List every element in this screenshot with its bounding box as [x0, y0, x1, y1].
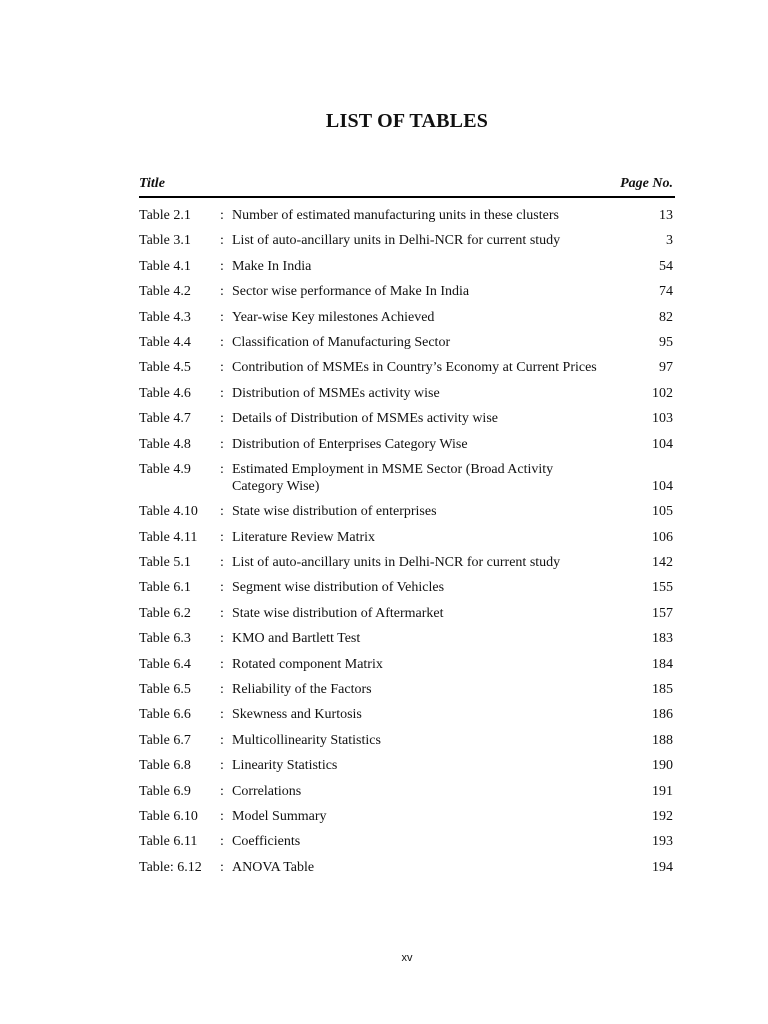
- entry-title: Skewness and Kurtosis: [232, 707, 362, 723]
- entry-separator: :: [220, 758, 224, 774]
- table-list-entry[interactable]: [139, 334, 675, 351]
- entry-page-number: 183: [652, 631, 673, 647]
- entry-page-number: 105: [652, 504, 673, 520]
- entry-page-number: 95: [659, 334, 673, 350]
- entry-page-number: 3: [666, 233, 673, 249]
- entry-page-number: 142: [652, 555, 673, 571]
- entry-table-number: Table 4.4: [139, 334, 191, 350]
- entry-page-number: 194: [652, 859, 673, 875]
- entry-separator: :: [220, 682, 224, 698]
- entry-table-number: Table 4.2: [139, 284, 191, 300]
- table-list-entry[interactable]: [139, 309, 675, 326]
- table-list-entry[interactable]: [139, 258, 675, 275]
- entry-separator: :: [220, 631, 224, 647]
- entry-page-number: 185: [652, 682, 673, 698]
- entry-separator: :: [220, 233, 224, 249]
- entry-separator: :: [220, 580, 224, 596]
- entry-title: Distribution of Enterprises Category Wise: [232, 436, 468, 452]
- table-list-entry[interactable]: [139, 732, 675, 749]
- entry-title: Classification of Manufacturing Sector: [232, 334, 451, 350]
- entry-table-number: Table 4.5: [139, 360, 191, 376]
- footer-page-number: xv: [401, 952, 413, 964]
- title-column-header: Title: [139, 176, 165, 191]
- entry-table-number: Table 4.10: [139, 504, 198, 520]
- entry-page-number: 186: [652, 707, 673, 723]
- table-list-entry[interactable]: [139, 605, 675, 622]
- entry-title: State wise distribution of Aftermarket: [232, 605, 444, 621]
- entry-table-number: Table 4.11: [139, 529, 198, 545]
- entry-table-number: Table 4.9: [139, 461, 191, 477]
- page-title: LIST OF TABLES: [325, 110, 489, 132]
- table-list-entry[interactable]: [139, 833, 675, 850]
- entry-title: State wise distribution of enterprises: [232, 504, 437, 520]
- entry-title: Linearity Statistics: [232, 758, 338, 774]
- entry-table-number: Table 6.4: [139, 656, 191, 672]
- table-list-entry[interactable]: [139, 630, 675, 647]
- entry-separator: :: [220, 334, 224, 350]
- entry-table-number: Table: 6.12: [139, 859, 202, 875]
- entry-title: Year-wise Key milestones Achieved: [232, 309, 435, 325]
- entry-title: Details of Distribution of MSMEs activity wise: [232, 411, 498, 427]
- table-list-entry[interactable]: [139, 359, 675, 376]
- entry-title: Correlations: [232, 783, 302, 799]
- entry-page-number: 54: [659, 258, 673, 274]
- table-list-entry[interactable]: [139, 410, 675, 427]
- entry-separator: :: [220, 504, 224, 520]
- entry-separator: :: [220, 859, 224, 875]
- entry-page-number: 74: [659, 284, 673, 300]
- entry-page-number: 192: [652, 808, 673, 824]
- entry-table-number: Table 6.11: [139, 834, 198, 850]
- entry-title: Number of estimated manufacturing units in these clusters: [232, 208, 559, 223]
- entry-table-number: Table 4.7: [139, 411, 191, 427]
- table-list-entry[interactable]: [139, 859, 675, 876]
- entry-table-number: Table 4.1: [139, 258, 191, 274]
- table-list-entry[interactable]: [139, 529, 675, 546]
- entry-page-number: 106: [652, 529, 673, 545]
- entry-title: Reliability of the Factors: [232, 682, 372, 698]
- entry-separator: :: [220, 284, 224, 300]
- entry-page-number: 13: [659, 208, 673, 223]
- entry-table-number: Table 5.1: [139, 555, 191, 571]
- entry-separator: :: [220, 436, 224, 452]
- entry-title: Rotated component Matrix: [232, 656, 383, 672]
- entry-title: Estimated Employment in MSME Sector (Broad Activity Category Wise): [232, 461, 554, 494]
- table-list-entry[interactable]: [139, 681, 675, 698]
- entry-page-number: 102: [652, 385, 673, 401]
- table-list-entry[interactable]: [139, 232, 675, 249]
- entry-page-number: 190: [652, 758, 673, 774]
- table-list-entry[interactable]: [139, 503, 675, 520]
- entry-separator: :: [220, 208, 224, 223]
- entry-page-number: 188: [652, 732, 673, 748]
- entry-title: Distribution of MSMEs activity wise: [232, 385, 440, 401]
- entry-title: Coefficients: [232, 834, 301, 850]
- entry-table-number: Table 4.6: [139, 385, 191, 401]
- entry-page-number: 155: [652, 580, 673, 596]
- entry-table-number: Table 6.3: [139, 631, 191, 647]
- entry-table-number: Table 6.5: [139, 682, 191, 698]
- entry-page-number: 97: [659, 360, 673, 376]
- entry-separator: :: [220, 707, 224, 723]
- table-list-entry[interactable]: [139, 385, 675, 402]
- table-list: [139, 207, 675, 884]
- entry-title: KMO and Bartlett Test: [232, 631, 361, 647]
- table-header-row: [139, 176, 675, 198]
- entry-title: ANOVA Table: [232, 859, 315, 875]
- entry-page-number: 103: [652, 411, 673, 427]
- entry-table-number: Table 4.3: [139, 309, 191, 325]
- table-list-entry[interactable]: [139, 436, 675, 453]
- page-number-column-header: Page No.: [620, 176, 673, 191]
- entry-table-number: Table 6.9: [139, 783, 191, 799]
- entry-separator: :: [220, 555, 224, 571]
- entry-table-number: Table 3.1: [139, 233, 191, 249]
- entry-title: Literature Review Matrix: [232, 529, 376, 545]
- table-list-entry[interactable]: [139, 757, 675, 774]
- table-list-entry[interactable]: [139, 461, 675, 495]
- table-list-entry[interactable]: [139, 706, 675, 723]
- table-list-entry[interactable]: [139, 783, 675, 800]
- entry-separator: :: [220, 411, 224, 427]
- table-list-entry[interactable]: [139, 579, 675, 596]
- entry-table-number: Table 6.6: [139, 707, 191, 723]
- entry-separator: :: [220, 529, 224, 545]
- entry-table-number: Table 6.8: [139, 758, 191, 774]
- entry-table-number: Table 4.8: [139, 436, 191, 452]
- entry-page-number: 157: [652, 605, 673, 621]
- entry-page-number: 104: [652, 478, 673, 494]
- entry-separator: :: [220, 808, 224, 824]
- table-list-entry[interactable]: [139, 207, 675, 224]
- entry-separator: :: [220, 732, 224, 748]
- entry-title: List of auto-ancillary units in Delhi-NCR for current study: [232, 233, 561, 249]
- entry-table-number: Table 6.7: [139, 732, 191, 748]
- entry-separator: :: [220, 834, 224, 850]
- entry-separator: :: [220, 385, 224, 401]
- entry-title: Make In India: [232, 258, 312, 274]
- entry-separator: :: [220, 605, 224, 621]
- table-list-entry[interactable]: [139, 554, 675, 571]
- entry-separator: :: [220, 258, 224, 274]
- entry-table-number: Table 6.10: [139, 808, 198, 824]
- entry-table-number: Table 6.2: [139, 605, 191, 621]
- entry-separator: :: [220, 656, 224, 672]
- table-list-entry[interactable]: [139, 656, 675, 673]
- entry-page-number: 184: [652, 656, 673, 672]
- table-list-entry[interactable]: [139, 808, 675, 825]
- entry-table-number: Table 6.1: [139, 580, 191, 596]
- table-list-entry[interactable]: [139, 283, 675, 300]
- entry-title: Model Summary: [232, 808, 327, 824]
- entry-separator: :: [220, 309, 224, 325]
- entry-title: Multicollinearity Statistics: [232, 732, 381, 748]
- entry-title: List of auto-ancillary units in Delhi-NCR for current study: [232, 555, 561, 571]
- entry-page-number: 193: [652, 834, 673, 850]
- entry-separator: :: [220, 783, 224, 799]
- entry-title: Sector wise performance of Make In India: [232, 284, 470, 300]
- entry-title: Segment wise distribution of Vehicles: [232, 580, 445, 596]
- entry-separator: :: [220, 461, 224, 477]
- entry-table-number: Table 2.1: [139, 208, 191, 223]
- entry-page-number: 104: [652, 436, 673, 452]
- entry-separator: :: [220, 360, 224, 376]
- entry-page-number: 82: [659, 309, 673, 325]
- entry-title: Contribution of MSMEs in Country’s Economy at Current Prices: [232, 360, 597, 376]
- entry-page-number: 191: [652, 783, 673, 799]
